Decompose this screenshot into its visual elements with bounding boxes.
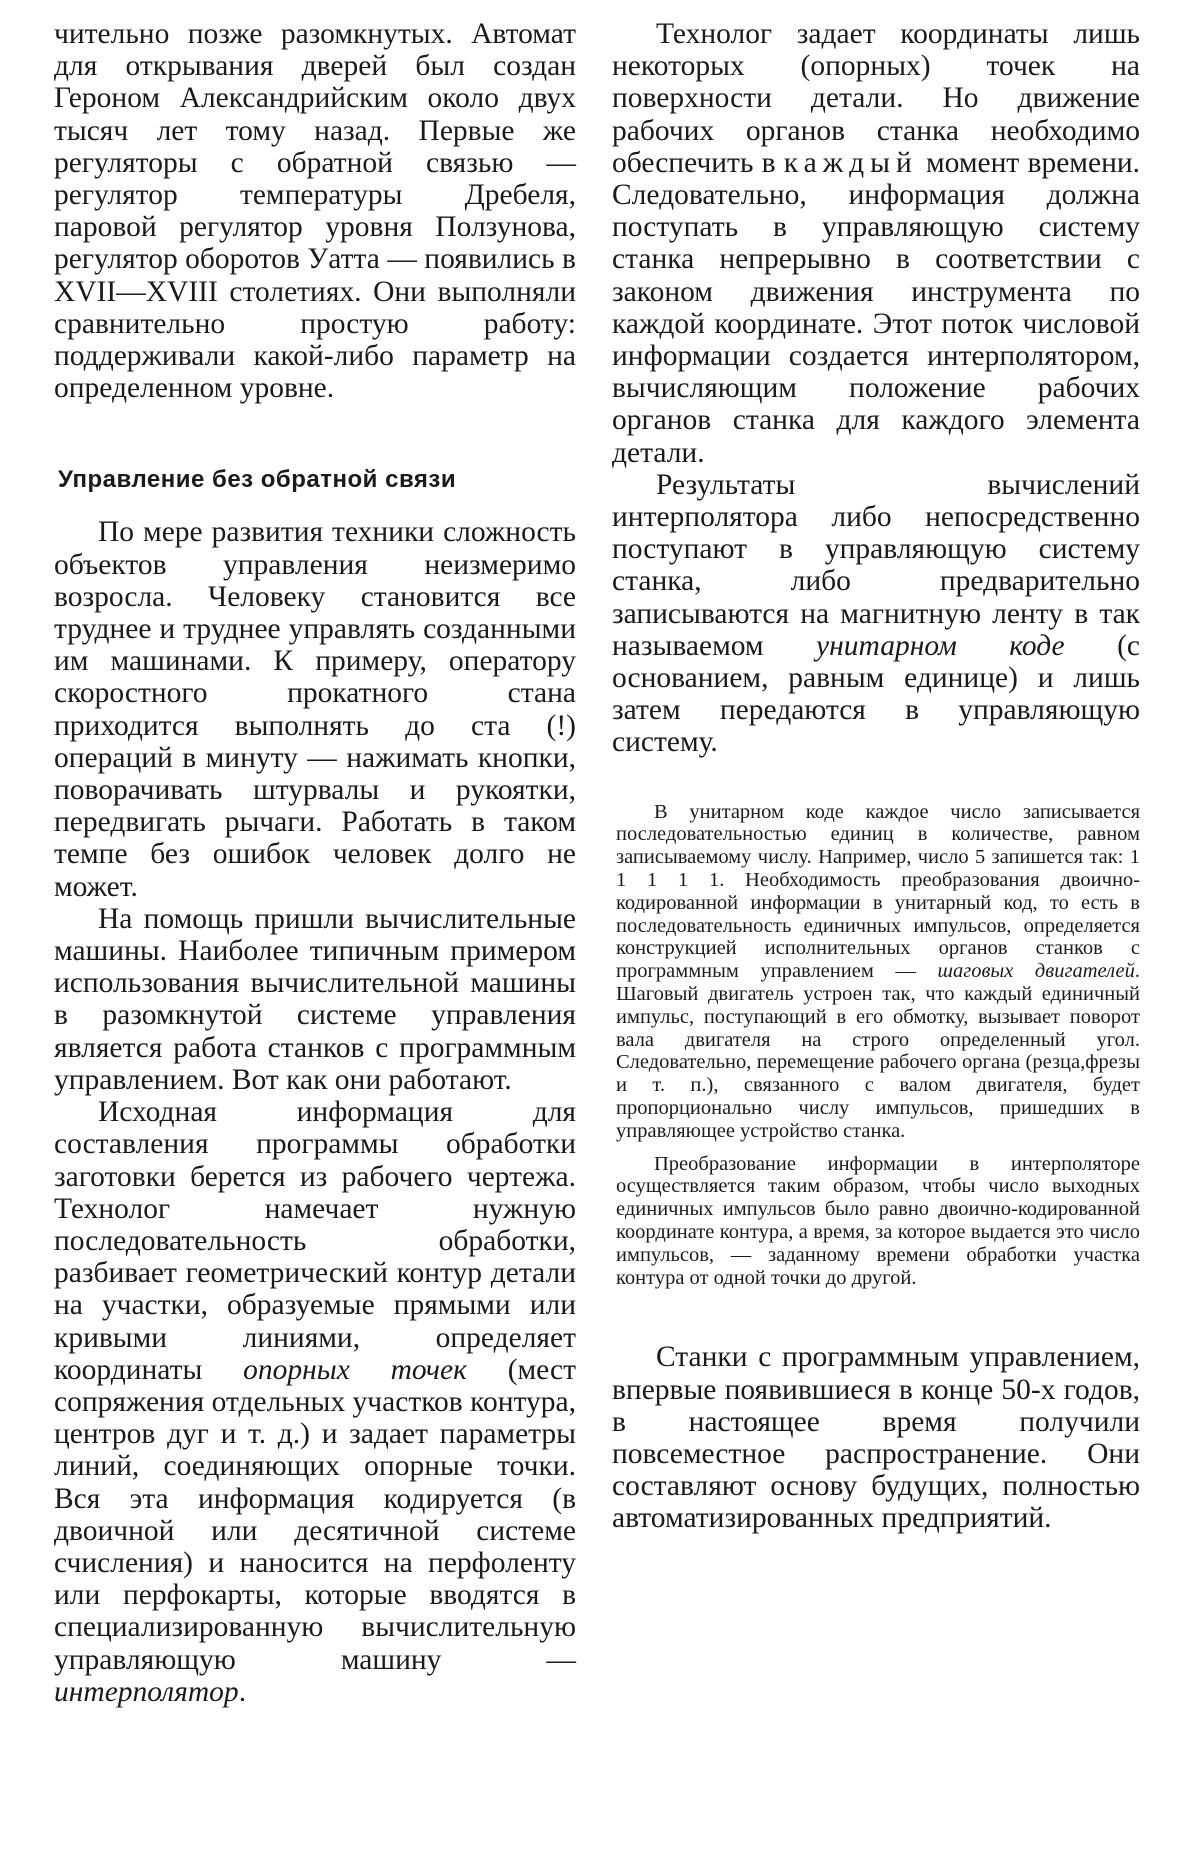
note-interpolator: Преобразование информации в интерполяторе осуществляется таким образом, чтобы число выходных единичных импульсов было равно двоично-кодированной координате контура, а время, за которое выдается это число импульсов, — заданному времени обработки участка контура от одной точки до другой. bbox=[616, 1152, 1140, 1289]
text: (мест сопряжения отдельных участков контура, центров дуг и т. д.) и задает параметры линий, соединяющих опорные точки. Вся эта информация кодируется (в двоичной или десятичной системе счисления) и наносится на перфоленту или перфокарты, которые вводятся в специализированную вычислительную управляющую машину — bbox=[54, 1353, 576, 1676]
note-unitary-code bbox=[616, 801, 1140, 1143]
italic-term-unitary-code: унитарном коде bbox=[816, 629, 1065, 662]
paragraph-computers: На помощь пришли вычислительные машины. Наиболее типичным примером использования вычислительной машины в разомкнутой системе управления является работа станков с программным управлением. Вот как они работают. bbox=[54, 902, 576, 1096]
italic-term-interpolator: интерполятор bbox=[54, 1675, 239, 1708]
note-block bbox=[612, 801, 1140, 1290]
right-column bbox=[612, 18, 1140, 1535]
italic-term-stepper-motors: шаговых двигателей bbox=[937, 960, 1135, 983]
paragraph-technologist bbox=[612, 18, 1140, 469]
section-heading: Управление без обратной связи bbox=[58, 466, 457, 494]
left-column bbox=[54, 18, 576, 1708]
text: В унитарном коде каждое число записывается последовательностью единиц в количестве, равном записываемому числу. Например, число 5 запишется так: 1 1 1 1 1. Необходимость преобразования двоично-кодированной информации в унитарный код, то есть в последовательность единичных импульсов, определяется конструкцией исполнительных органов станков с программным управлением — bbox=[616, 800, 1140, 983]
paragraph-cnc-machines: Станки с программным управлением, впервые появившиеся в конце 50-х годов, в настоящее время получили повсеместное распространение. Они составляют основу будущих, полностью автоматизированных предприятий. bbox=[612, 1341, 1140, 1535]
spaced-word: каждый bbox=[783, 146, 918, 179]
text: Результаты вычислений интерполятора либо непосредственно поступают в управляющую систему станка, либо предварительно записываются на магнитную ленту в так называемом bbox=[612, 468, 1140, 662]
text: . Шаговый двигатель устроен так, что каждый единичный импульс, поступающий в его обмотку, вызывает поворот вала двигателя на строго определенный угол. Следовательно, перемещение рабочего органа (резца,фрезы и т. п.), связанного с валом двигателя, будет пропорционально числу импульсов, пришедших в управляющее устройство станка. bbox=[616, 960, 1141, 1142]
paragraph-complexity: По мере развития техники сложность объектов управления неизмеримо возросла. Человеку становится все труднее и труднее управлять созданными им машинами. К примеру, оператору скоростного прокатного стана приходится выполнять до ста (!) операций в минуту — нажимать кнопки, поворачивать штурвалы и рукоятки, передвигать рычаги. Работать в таком темпе без ошибок человек долго не может. bbox=[54, 516, 576, 903]
text: (с основанием, равным единице) и лишь затем передаются в управляющую систему. bbox=[612, 629, 1140, 759]
text: момент времени. Следовательно, информация должна поступать в управляющую систему станка непрерывно в соответствии с законом движения инструмента по каждой координате. Этот поток числовой информации создается интерполятором, вычисляющим положение рабочих органов станка для каждого элемента детали. bbox=[612, 146, 1141, 469]
text: . bbox=[238, 1675, 247, 1708]
paragraph-results bbox=[612, 469, 1140, 759]
text: Технолог задает координаты лишь некоторых (опорных) точек на поверхности детали. Но движение рабочих органов станка необходимо обеспечить в bbox=[612, 18, 1140, 179]
italic-term-reference-points: опорных точек bbox=[243, 1353, 467, 1386]
text: Исходная информация для составления программы обработки заготовки берется из рабочего чертежа. Технолог намечает нужную последовательность обработки, разбивает геометрический контур детали на участки, образуемые прямыми или кривыми линиями, определяет координаты bbox=[54, 1096, 576, 1386]
paragraph-source-info bbox=[54, 1096, 576, 1708]
paragraph-continued: чительно позже разомкнутых. Автомат для открывания дверей был создан Героном Александрийским около двух тысяч лет тому назад. Первые же регуляторы с обратной связью — регулятор температуры Дребеля, паровой регулятор уровня Ползунова, регулятор оборотов Уатта — появились в XVII—XVIII столетиях. Они выполняли сравнительно простую работу: поддерживали какой-либо параметр на определенном уровне. bbox=[54, 18, 576, 405]
